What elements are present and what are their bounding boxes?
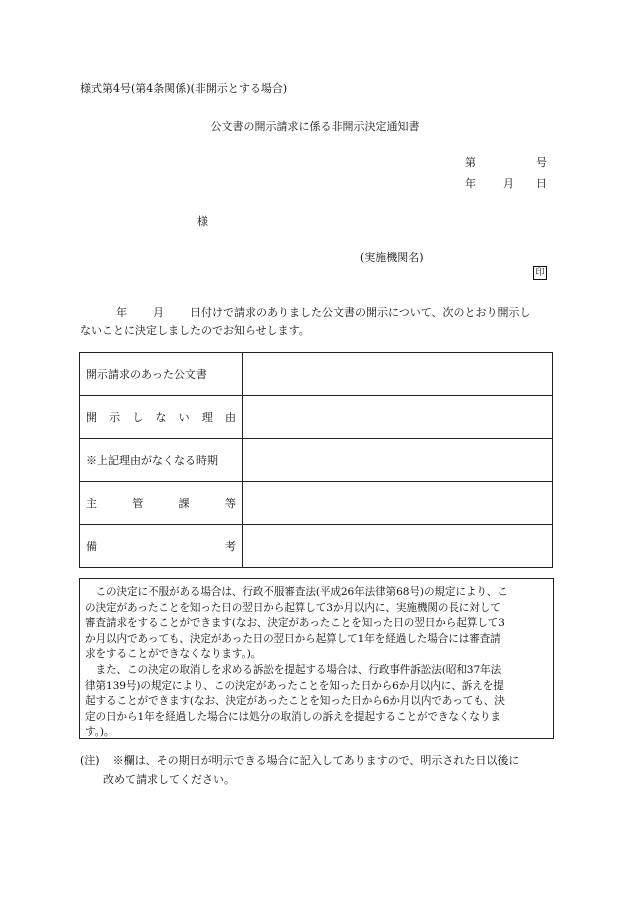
footnote-line-1 bbox=[80, 752, 519, 768]
notice-line: す。)。 bbox=[85, 726, 115, 739]
intro-line-1 bbox=[80, 304, 553, 322]
seal-mark: 印 bbox=[533, 266, 547, 280]
intro-line-1-text: 日付けで請求のありました公文書の開示について、次のとおり開示し bbox=[190, 306, 531, 319]
row-label-char: 示 bbox=[109, 411, 121, 424]
date-month-label: 月 bbox=[503, 177, 514, 190]
row-label-char: な bbox=[155, 411, 167, 424]
notice-line: 求をすることができなくなります。)。 bbox=[85, 648, 262, 661]
row-label-char: 由 bbox=[224, 411, 236, 424]
row-label-char: 開 bbox=[86, 411, 97, 424]
row-value-field[interactable] bbox=[243, 353, 553, 396]
table-row bbox=[80, 396, 553, 439]
row-label bbox=[80, 439, 243, 482]
row-label-char: 考 bbox=[225, 540, 236, 553]
date-year-label: 年 bbox=[465, 177, 476, 190]
number-suffix: 号 bbox=[536, 156, 547, 169]
row-value-field[interactable] bbox=[243, 525, 553, 568]
document-title: 公文書の開示請求に係る非開示決定通知書 bbox=[210, 120, 420, 133]
row-value-field[interactable] bbox=[243, 396, 553, 439]
row-label-char: し bbox=[132, 411, 144, 424]
notice-line: また、この決定の取消しを求める訴訟を提起する場合は、行政事件訴訟法(昭和37年法 bbox=[85, 663, 502, 676]
notice-line: の決定があったことを知った日の翌日から起算して3か月以内に、実施機関の長に対して bbox=[85, 601, 501, 614]
intro-year-label: 年 bbox=[116, 306, 127, 319]
notice-line: 定の日から1年を経過した場合には処分の取消しの訴えを提起することができなくなりま bbox=[85, 710, 501, 723]
intro-paragraph bbox=[80, 304, 553, 340]
row-label-char: 理 bbox=[201, 411, 213, 424]
table-row bbox=[80, 353, 553, 396]
row-label-char: 管 bbox=[132, 497, 144, 510]
notice-line: 審査請求をすることができます(なお、決定があったことを知った日の翌日から起算して3 bbox=[85, 617, 505, 630]
row-label-text bbox=[86, 538, 236, 554]
intro-month-label: 月 bbox=[153, 306, 164, 319]
addressee-honorific: 様 bbox=[197, 215, 208, 228]
footnote-text-1: ※欄は、その期日が明示できる場合に記入してありますので、明示された日以後に bbox=[112, 754, 520, 767]
row-label-char: 備 bbox=[86, 540, 97, 553]
table-row bbox=[80, 525, 553, 568]
notice-line: 起することができます(なお、決定があったことを知った日から6か月以内であっても、決 bbox=[85, 695, 505, 708]
row-label-char: 主 bbox=[86, 497, 97, 510]
form-number: 様式第4号(第4条関係)(非開示とする場合) bbox=[80, 82, 288, 95]
row-label-text bbox=[86, 452, 236, 468]
notice-line: か月以内であっても、決定があった日の翌日から起算して1年を経過した場合には審査請 bbox=[85, 632, 501, 645]
intro-line-2: ないことに決定しましたのでお知らせします。 bbox=[80, 324, 310, 337]
number-prefix: 第 bbox=[465, 156, 476, 169]
row-label-char: 等 bbox=[224, 497, 236, 510]
row-label-char: 課 bbox=[178, 497, 190, 510]
row-value-field[interactable] bbox=[243, 482, 553, 525]
agency-name-label: (実施機関名) bbox=[360, 251, 424, 264]
row-label bbox=[80, 353, 243, 396]
appeal-notice-box bbox=[79, 578, 554, 739]
row-label-text bbox=[86, 366, 236, 382]
row-label-char: い bbox=[178, 411, 190, 424]
row-label-text bbox=[86, 409, 236, 425]
table-row bbox=[80, 482, 553, 525]
date-day-label: 日 bbox=[536, 177, 547, 190]
row-label bbox=[80, 396, 243, 439]
row-label-char: 開示請求のあった公文書 bbox=[86, 368, 207, 381]
footnote-line-2: 改めて請求してください。 bbox=[103, 773, 235, 786]
notice-line: 律第139号)の規定により、この決定があったことを知った日から6か月以内に、訴えを提 bbox=[85, 679, 504, 692]
row-label-text bbox=[86, 495, 236, 511]
info-table bbox=[79, 352, 553, 568]
notice-line: この決定に不服がある場合は、行政不服審査法(平成26年法律第68号)の規定により、こ bbox=[85, 586, 508, 598]
table-row bbox=[80, 439, 553, 482]
row-label-char: ※上記理由がなくなる時期 bbox=[86, 454, 218, 467]
row-label bbox=[80, 482, 243, 525]
row-value-field[interactable] bbox=[243, 439, 553, 482]
footnote-marker: (注) bbox=[80, 754, 100, 767]
row-label bbox=[80, 525, 243, 568]
